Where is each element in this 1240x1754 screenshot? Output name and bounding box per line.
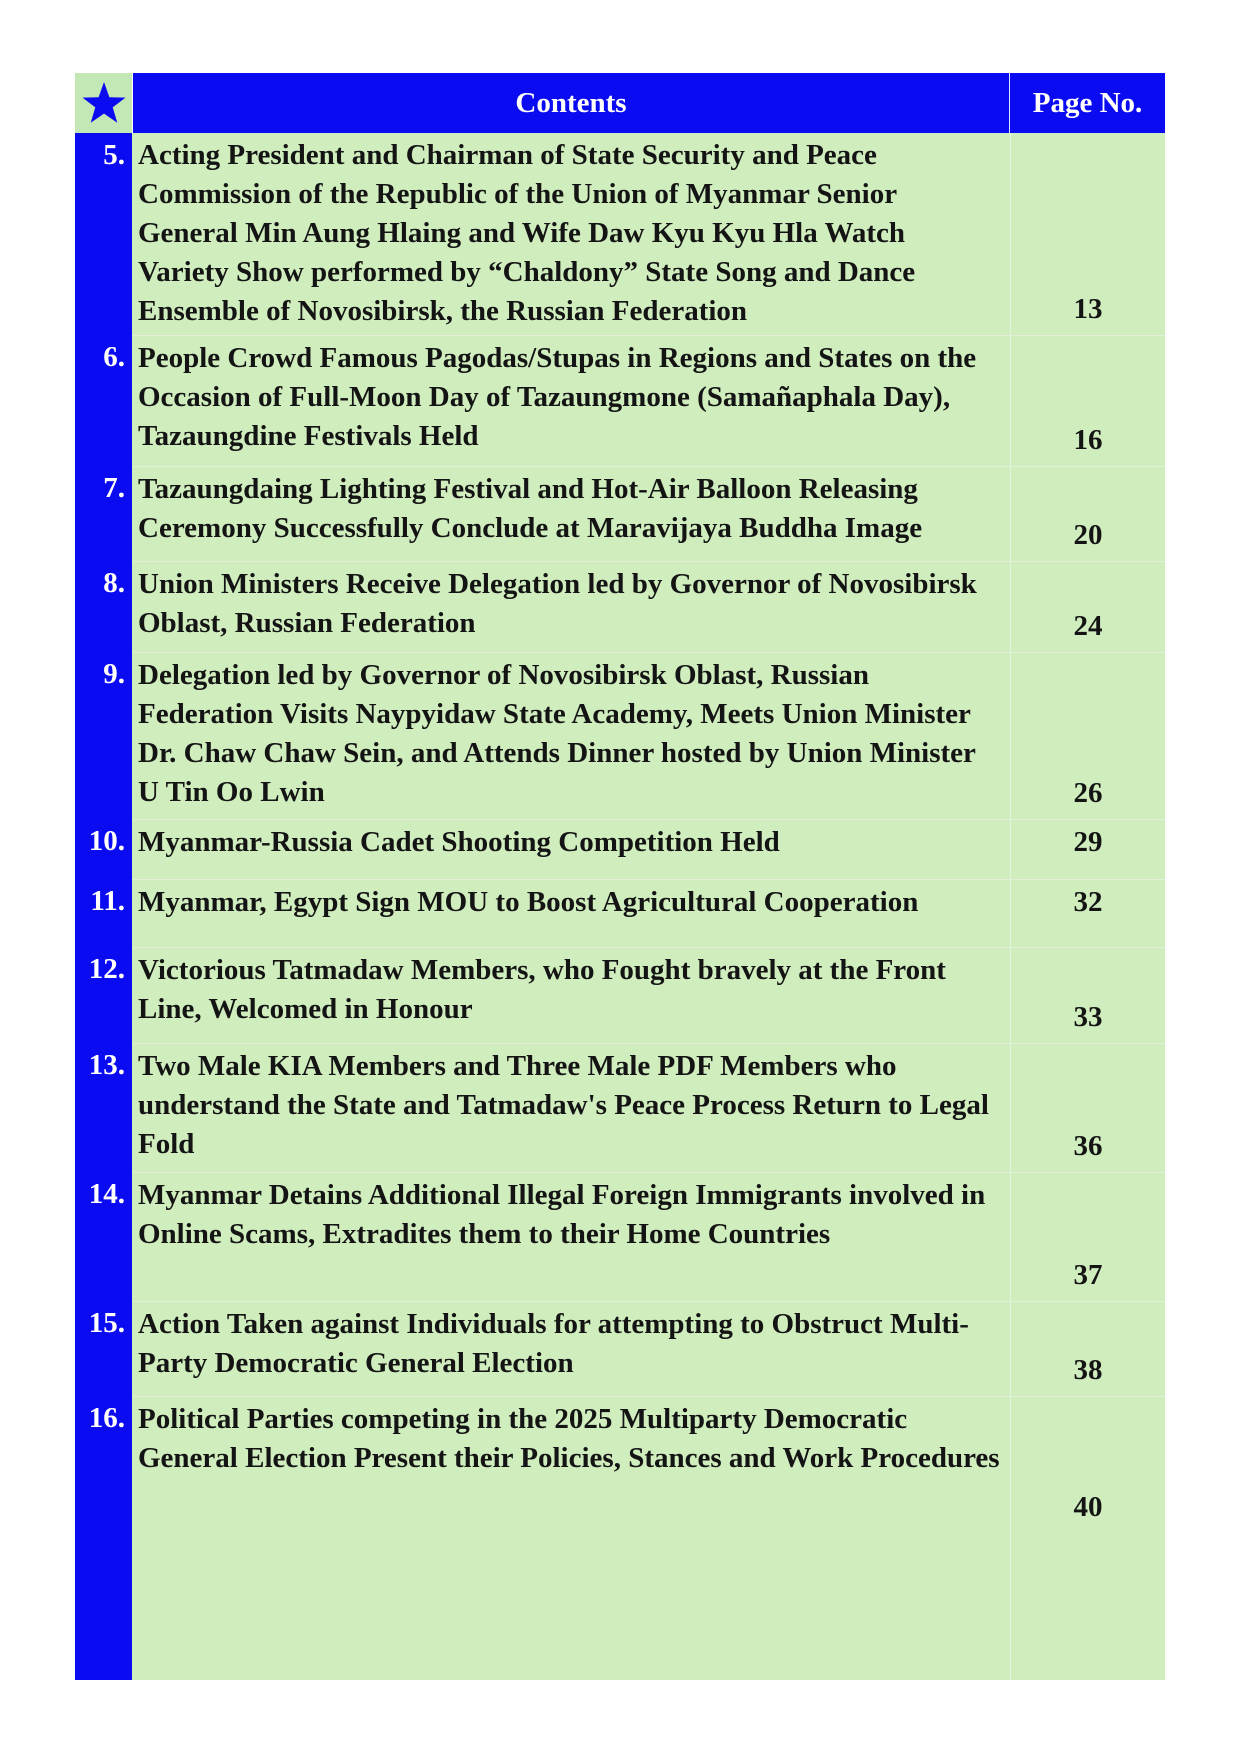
entry-number: 9.	[75, 652, 132, 819]
entry-page[interactable]: 26	[1010, 652, 1165, 819]
entry-title[interactable]: Myanmar, Egypt Sign MOU to Boost Agricultural Cooperation	[132, 879, 1010, 947]
table-of-contents	[75, 73, 1165, 1680]
entry-number: 7.	[75, 466, 132, 561]
entry-title[interactable]: Action Taken against Individuals for attempting to Obstruct Multi-Party Democratic General Election	[132, 1301, 1010, 1396]
entry-title[interactable]: Political Parties competing in the 2025 Multiparty Democratic General Election Present their Policies, Stances and Work Procedures	[132, 1396, 1010, 1533]
entry-page[interactable]: 33	[1010, 947, 1165, 1043]
toc-rows	[75, 133, 1165, 1533]
entry-title[interactable]: Union Ministers Receive Delegation led by Governor of Novosibirsk Oblast, Russian Federation	[132, 561, 1010, 652]
entry-page[interactable]: 36	[1010, 1043, 1165, 1172]
entry-title[interactable]: Acting President and Chairman of State Security and Peace Commission of the Republic of the Union of Myanmar Senior General Min Aung Hlaing and Wife Daw Kyu Kyu Hla Watch Variety Show performed by “Chaldony” State Song and Dance Ensemble of Novosibirsk, the Russian Federation	[132, 133, 1010, 335]
toc-row[interactable]	[75, 652, 1165, 819]
entry-title[interactable]: Tazaungdaing Lighting Festival and Hot-Air Balloon Releasing Ceremony Successfully Conclude at Maravijaya Buddha Image	[132, 466, 1010, 561]
entry-page[interactable]: 37	[1010, 1172, 1165, 1301]
entry-page[interactable]: 20	[1010, 466, 1165, 561]
toc-row[interactable]	[75, 879, 1165, 947]
entry-number: 5.	[75, 133, 132, 335]
filler-title-column	[132, 1533, 1010, 1680]
entry-title[interactable]: Two Male KIA Members and Three Male PDF Members who understand the State and Tatmadaw's Peace Process Return to Legal Fold	[132, 1043, 1010, 1172]
entry-title[interactable]: Myanmar-Russia Cadet Shooting Competition Held	[132, 819, 1010, 879]
header-star-cell	[75, 73, 132, 133]
page-number-heading: Page No.	[1009, 73, 1165, 133]
entry-number: 11.	[75, 879, 132, 947]
entry-number: 15.	[75, 1301, 132, 1396]
toc-row[interactable]	[75, 1396, 1165, 1533]
entry-number: 8.	[75, 561, 132, 652]
toc-row[interactable]	[75, 1043, 1165, 1172]
toc-row[interactable]	[75, 133, 1165, 335]
filler-number-column	[75, 1533, 132, 1680]
entry-number: 16.	[75, 1396, 132, 1533]
toc-row[interactable]	[75, 947, 1165, 1043]
entry-number: 14.	[75, 1172, 132, 1301]
toc-row[interactable]	[75, 466, 1165, 561]
toc-row[interactable]	[75, 1301, 1165, 1396]
entry-number: 6.	[75, 335, 132, 466]
toc-filler	[75, 1533, 1165, 1680]
entry-page[interactable]: 24	[1010, 561, 1165, 652]
filler-page-column	[1010, 1533, 1165, 1680]
toc-row[interactable]	[75, 335, 1165, 466]
entry-page[interactable]: 40	[1010, 1396, 1165, 1533]
entry-page[interactable]: 13	[1010, 133, 1165, 335]
toc-row[interactable]	[75, 1172, 1165, 1301]
entry-page[interactable]: 32	[1010, 879, 1165, 947]
contents-heading: Contents	[132, 73, 1009, 133]
toc-header	[75, 73, 1165, 133]
entry-title[interactable]: Victorious Tatmadaw Members, who Fought bravely at the Front Line, Welcomed in Honour	[132, 947, 1010, 1043]
star-icon	[81, 80, 127, 126]
entry-page[interactable]: 38	[1010, 1301, 1165, 1396]
entry-number: 10.	[75, 819, 132, 879]
entry-page[interactable]: 16	[1010, 335, 1165, 466]
toc-row[interactable]	[75, 819, 1165, 879]
entry-title[interactable]: Delegation led by Governor of Novosibirsk Oblast, Russian Federation Visits Naypyidaw State Academy, Meets Union Minister Dr. Chaw Chaw Sein, and Attends Dinner hosted by Union Minister U Tin Oo Lwin	[132, 652, 1010, 819]
entry-number: 13.	[75, 1043, 132, 1172]
toc-row[interactable]	[75, 561, 1165, 652]
entry-title[interactable]: Myanmar Detains Additional Illegal Foreign Immigrants involved in Online Scams, Extradites them to their Home Countries	[132, 1172, 1010, 1301]
entry-page[interactable]: 29	[1010, 819, 1165, 879]
entry-title[interactable]: People Crowd Famous Pagodas/Stupas in Regions and States on the Occasion of Full-Moon Day of Tazaungmone (Samañaphala Day), Tazaungdine Festivals Held	[132, 335, 1010, 466]
entry-number: 12.	[75, 947, 132, 1043]
